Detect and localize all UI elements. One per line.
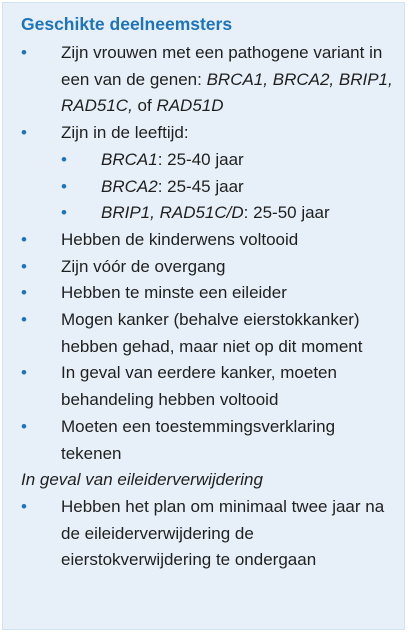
bullet-icon: • <box>61 203 67 223</box>
item-text: Hebben te minste een eileider <box>61 283 287 303</box>
panel-title: Geschikte deelneemsters <box>21 14 233 34</box>
gene-name: BRCA2 <box>101 176 158 196</box>
age-range: : 25-45 jaar <box>157 176 244 196</box>
bullet-icon: • <box>21 123 27 143</box>
item-text: Zijn vrouwen met een pathogene variant in een van de genen: <box>61 43 383 89</box>
bullet-icon: • <box>21 229 27 249</box>
list-item <box>3 254 404 281</box>
gene-name: RAD51D <box>156 96 224 116</box>
list-item <box>3 280 404 307</box>
gene-name: BRCA1, <box>206 69 268 89</box>
age-range: : 25-50 jaar <box>243 203 330 223</box>
item-text: Zijn in de leeftijd: <box>61 123 189 143</box>
list-item <box>3 307 404 360</box>
sub-list-item <box>61 200 396 227</box>
bullet-icon: • <box>21 283 27 303</box>
item-text: Zijn vóór de overgang <box>61 256 226 276</box>
bullet-icon: • <box>61 149 67 169</box>
bullet-icon: • <box>21 496 27 516</box>
bullet-icon: • <box>21 416 27 436</box>
conditional-list <box>3 494 404 574</box>
item-text: Hebben het plan om minimaal twee jaar na de eileiderverwijdering de eierstokverwijdering te ondergaan <box>61 496 385 570</box>
bullet-icon: • <box>21 310 27 330</box>
bullet-icon: • <box>21 363 27 383</box>
list-item <box>3 494 404 574</box>
item-text: Hebben de kinderwens voltooid <box>61 229 299 249</box>
list-item <box>3 414 404 467</box>
gene-name: BRIP1, RAD51C/D <box>101 203 244 223</box>
eligibility-list <box>3 40 404 467</box>
eligibility-panel <box>2 2 405 630</box>
sub-list-item <box>61 147 396 174</box>
item-text: In geval van eerdere kanker, moeten behandeling hebben voltooid <box>61 363 337 410</box>
section-label: In geval van eileiderverwijdering <box>21 470 263 490</box>
bullet-icon: • <box>21 256 27 276</box>
bullet-icon: • <box>61 176 67 196</box>
list-item <box>3 40 404 120</box>
item-text: Mogen kanker (behalve eierstokkanker) hebben gehad, maar niet op dit moment <box>61 310 363 356</box>
item-text: of <box>132 96 157 116</box>
list-item <box>3 360 404 413</box>
gene-name: BRCA1 <box>101 149 158 169</box>
age-sublist <box>61 147 396 227</box>
item-text: Moeten een toestemmingsverklaring tekenen <box>61 416 336 463</box>
gene-name: BRCA2, BRIP1, RAD51C, <box>61 69 393 116</box>
list-item <box>3 227 404 254</box>
list-item <box>3 120 404 227</box>
bullet-icon: • <box>21 43 27 62</box>
sub-list-item <box>61 174 396 201</box>
age-range: : 25-40 jaar <box>157 149 244 169</box>
